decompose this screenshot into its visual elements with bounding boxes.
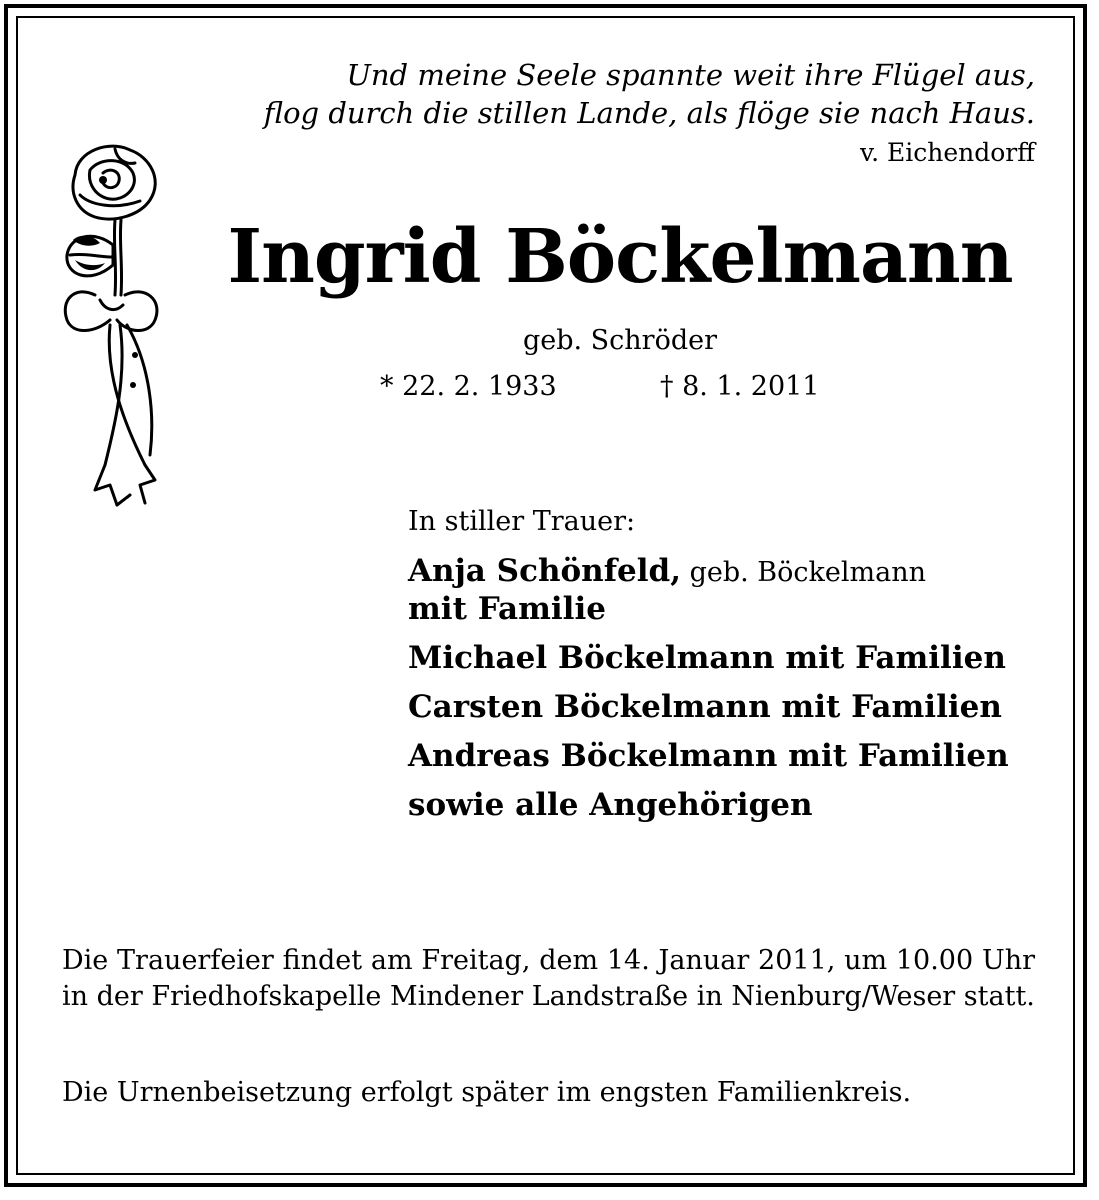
mourner-line: Carsten Böckelmann mit Familien (408, 689, 1002, 725)
mourner-suffix: geb. Böckelmann (681, 557, 926, 588)
mourner-line (408, 553, 1048, 591)
quote (264, 56, 1035, 132)
mourner-family: mit Familie (408, 591, 606, 627)
mourners-intro: In stiller Trauer: (408, 506, 636, 537)
maiden-name: geb. Schröder (522, 325, 718, 356)
mourner-line: sowie alle Angehörigen (408, 787, 813, 823)
mourners-list (408, 505, 1048, 836)
mourner-name: Anja Schönfeld, (408, 553, 682, 589)
funeral-notice: Die Trauerfeier findet am Freitag, dem 14. Januar 2011, um 10.00 Uhr in der Friedhofskapelle Mindener Landstraße in Nienburg/Weser statt. (62, 945, 1035, 1012)
mourner-line: Michael Böckelmann mit Familien (408, 640, 1006, 676)
quote-line-2: flog durch die stillen Lande, als flöge sie nach Haus. (263, 96, 1035, 130)
deceased-name: Ingrid Böckelmann (227, 214, 1013, 300)
death-date: † 8. 1. 2011 (660, 371, 820, 402)
birth-date: * 22. 2. 1933 (380, 371, 557, 402)
mourner-line: Andreas Böckelmann mit Familien (408, 738, 1009, 774)
burial-notice: Die Urnenbeisetzung erfolgt später im engsten Familienkreis. (62, 1077, 912, 1108)
quote-line-1: Und meine Seele spannte weit ihre Flügel aus, (346, 58, 1035, 92)
quote-author: v. Eichendorff (859, 138, 1035, 167)
